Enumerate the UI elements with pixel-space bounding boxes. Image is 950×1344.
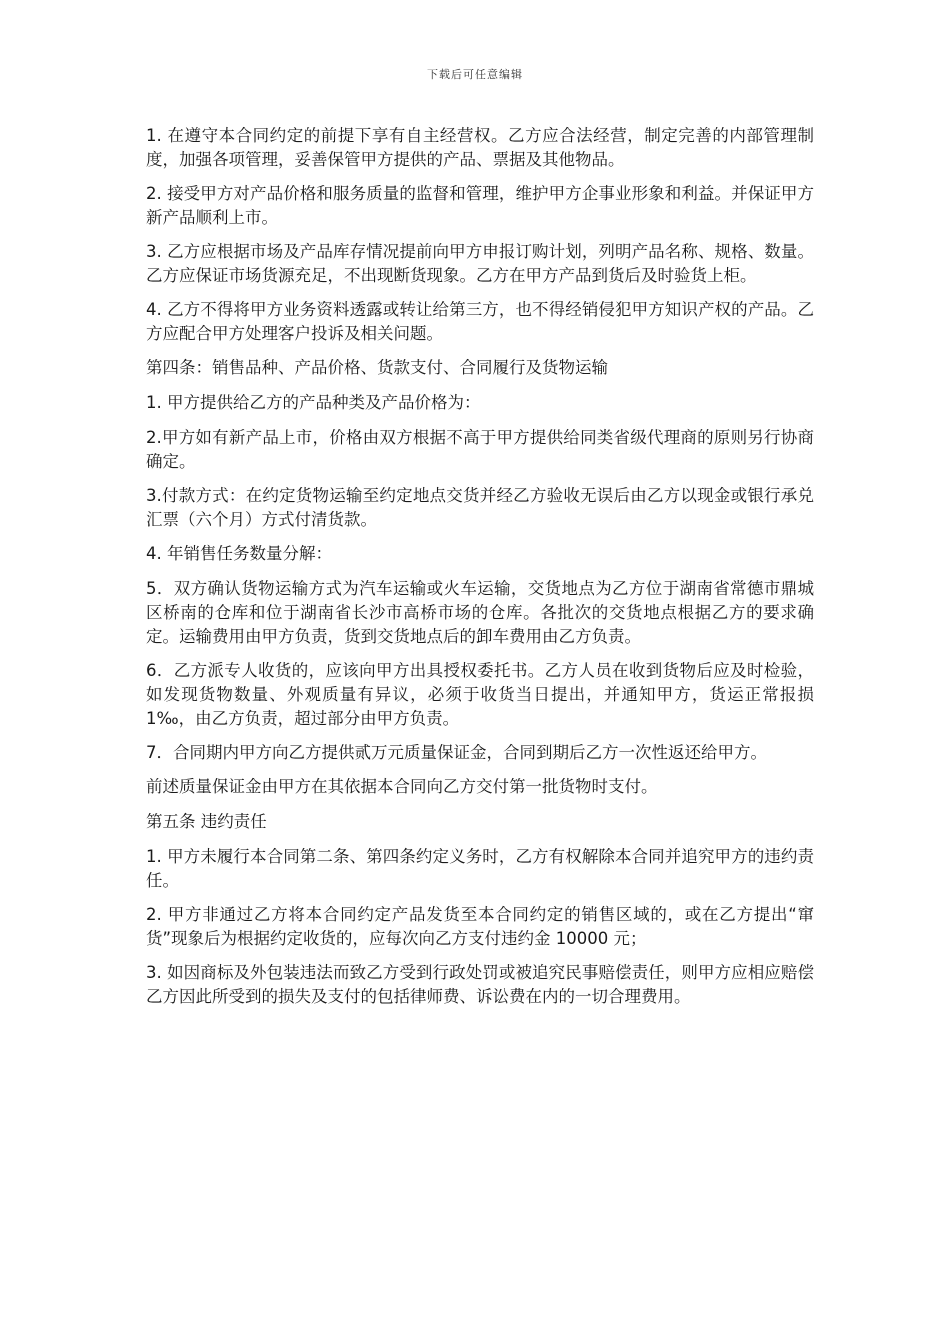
paragraph-article4-item-5: 5．双方确认货物运输方式为汽车运输或火车运输，交货地点为乙方位于湖南省常德市鼎城区桥南的仓库和位于湖南省长沙市高桥市场的仓库。各批次的交货地点根据乙方的要求确定。运输费用由甲方负责，货到交货地点后的卸车费用由乙方负责。 xyxy=(146,579,814,646)
document-body xyxy=(146,124,814,1019)
paragraph-clause-1: 1. 在遵守本合同约定的前提下享有自主经营权。乙方应合法经营，制定完善的内部管理制度，加强各项管理，妥善保管甲方提供的产品、票据及其他物品。 xyxy=(146,126,814,169)
section-heading-article-5: 第五条 违约责任 xyxy=(146,812,267,831)
paragraph-article5-item-3: 3. 如因商标及外包装违法而致乙方受到行政处罚或被追究民事赔偿责任，则甲方应相应赔偿乙方因此所受到的损失及支付的包括律师费、诉讼费在内的一切合理费用。 xyxy=(146,963,814,1006)
paragraph-article4-item-7: 7．合同期内甲方向乙方提供贰万元质量保证金，合同到期后乙方一次性返还给甲方。 xyxy=(146,743,767,762)
page-header: 下载后可任意编辑 xyxy=(427,68,523,81)
paragraph-clause-4: 4. 乙方不得将甲方业务资料透露或转让给第三方，也不得经销侵犯甲方知识产权的产品。乙方应配合甲方处理客户投诉及相关问题。 xyxy=(146,300,814,343)
paragraph-article5-item-1: 1. 甲方未履行本合同第二条、第四条约定义务时，乙方有权解除本合同并追究甲方的违约责任。 xyxy=(146,847,814,890)
paragraph-clause-3: 3. 乙方应根据市场及产品库存情况提前向甲方申报订购计划，列明产品名称、规格、数量。乙方应保证市场货源充足，不出现断货现象。乙方在甲方产品到货后及时验货上柜。 xyxy=(146,242,814,285)
paragraph-article5-item-2: 2. 甲方非通过乙方将本合同约定产品发货至本合同约定的销售区域的，或在乙方提出“窜货”现象后为根据约定收货的，应每次向乙方支付违约金 10000 元； xyxy=(146,905,814,948)
paragraph-article4-item-1: 1. 甲方提供给乙方的产品种类及产品价格为： xyxy=(146,393,481,412)
paragraph-deposit-note: 前述质量保证金由甲方在其依据本合同向乙方交付第一批货物时支付。 xyxy=(146,777,658,796)
paragraph-clause-2: 2. 接受甲方对产品价格和服务质量的监督和管理，维护甲方企事业形象和利益。并保证甲方新产品顺利上市。 xyxy=(146,184,814,227)
paragraph-article4-item-2: 2.甲方如有新产品上市，价格由双方根据不高于甲方提供给同类省级代理商的原则另行协商确定。 xyxy=(146,428,814,471)
section-heading-article-4: 第四条：销售品种、产品价格、货款支付、合同履行及货物运输 xyxy=(146,358,608,377)
paragraph-article4-item-4: 4. 年销售任务数量分解： xyxy=(146,544,332,563)
paragraph-article4-item-6: 6．乙方派专人收货的，应该向甲方出具授权委托书。乙方人员在收到货物后应及时检验，如发现货物数量、外观质量有异议，必须于收货当日提出，并通知甲方，货运正常报损 1‰，由乙方负责，超过部分由甲方负责。 xyxy=(146,661,814,728)
paragraph-article4-item-3: 3.付款方式：在约定货物运输至约定地点交货并经乙方验收无误后由乙方以现金或银行承兑汇票（六个月）方式付清货款。 xyxy=(146,486,814,529)
